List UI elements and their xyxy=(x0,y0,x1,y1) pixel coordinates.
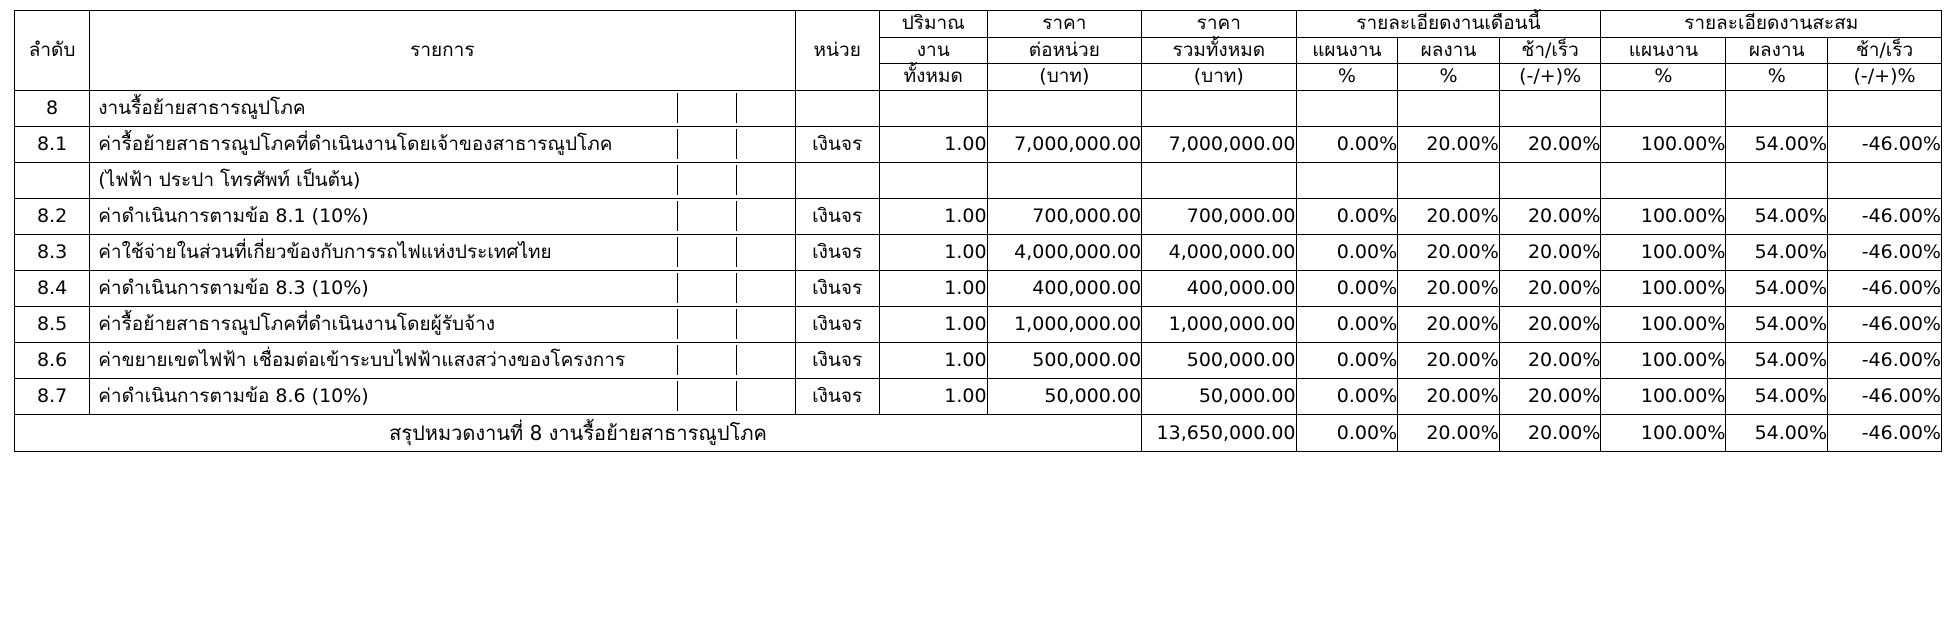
cell-seq: 8.3 xyxy=(15,234,90,270)
table-row xyxy=(15,342,1942,378)
header-cum-actual-line1: ผลงาน xyxy=(1726,37,1828,64)
cell-description-spacer-2 xyxy=(737,309,795,339)
cell-seq: 8 xyxy=(15,90,90,126)
cell-cum-plan xyxy=(1601,162,1726,198)
cell-description-text: ค่าใช้จ่ายในส่วนที่เกี่ยวข้องกับการรถไฟแห่งประเทศไทย xyxy=(90,237,677,267)
cell-qty: 1.00 xyxy=(879,306,987,342)
header-cum-plan-line1: แผนงาน xyxy=(1601,37,1726,64)
cell-total-price xyxy=(1142,162,1296,198)
cell-cum-actual: 54.00% xyxy=(1726,378,1828,414)
cell-unit: เงินจร xyxy=(795,378,879,414)
cell-seq: 8.1 xyxy=(15,126,90,162)
cell-unit-price: 500,000.00 xyxy=(987,342,1141,378)
cell-cum-diff: -46.00% xyxy=(1828,198,1942,234)
header-total-price-line2: รวมทั้งหมด xyxy=(1142,37,1296,64)
header-cum-actual-line2: % xyxy=(1726,64,1828,91)
cell-total-price xyxy=(1142,90,1296,126)
table-row xyxy=(15,234,1942,270)
cell-diff: 20.00% xyxy=(1499,270,1601,306)
cell-description-text: งานรื้อย้ายสาธารณูปโภค xyxy=(90,93,677,123)
cell-plan: 0.00% xyxy=(1296,270,1398,306)
cell-description-text: ค่าดำเนินการตามข้อ 8.3 (10%) xyxy=(90,273,677,303)
cell-qty: 1.00 xyxy=(879,126,987,162)
cell-actual: 20.00% xyxy=(1398,126,1500,162)
cell-description-spacer-2 xyxy=(737,165,795,195)
table-row xyxy=(15,90,1942,126)
cell-diff: 20.00% xyxy=(1499,126,1601,162)
cell-actual xyxy=(1398,90,1500,126)
header-actual-line2: % xyxy=(1398,64,1500,91)
cell-cum-actual: 54.00% xyxy=(1726,234,1828,270)
cell-actual: 20.00% xyxy=(1398,378,1500,414)
cell-unit-price: 700,000.00 xyxy=(987,198,1141,234)
cell-total-price: 700,000.00 xyxy=(1142,198,1296,234)
cell-description-spacer-1 xyxy=(678,129,737,159)
cell-description-spacer-1 xyxy=(678,309,737,339)
table-header-group-row xyxy=(15,11,1942,38)
cell-cum-diff xyxy=(1828,162,1942,198)
header-unit: หน่วย xyxy=(795,11,879,91)
table-row xyxy=(15,198,1942,234)
cell-cum-diff: -46.00% xyxy=(1828,342,1942,378)
header-seq: ลำดับ xyxy=(15,11,90,91)
header-unit-price-line3: (บาท) xyxy=(987,64,1141,91)
cell-description xyxy=(90,234,795,270)
header-diff-line2: (-/+)% xyxy=(1499,64,1601,91)
cell-description-spacer-2 xyxy=(737,237,795,267)
header-qty-line1: ปริมาณ xyxy=(879,11,987,38)
cell-description-spacer-2 xyxy=(737,129,795,159)
cell-cum-plan: 100.00% xyxy=(1601,126,1726,162)
cell-seq: 8.6 xyxy=(15,342,90,378)
cell-cum-actual: 54.00% xyxy=(1726,342,1828,378)
header-actual-line1: ผลงาน xyxy=(1398,37,1500,64)
cell-description-text: ค่าขยายเขตไฟฟ้า เชื่อมต่อเข้าระบบไฟฟ้าแสงสว่างของโครงการ xyxy=(90,345,677,375)
header-cum-diff-line1: ช้า/เร็ว xyxy=(1828,37,1942,64)
cell-unit xyxy=(795,90,879,126)
cell-cum-diff: -46.00% xyxy=(1828,378,1942,414)
cell-description-spacer-1 xyxy=(678,201,737,231)
cell-plan: 0.00% xyxy=(1296,378,1398,414)
cell-description-spacer-1 xyxy=(678,165,737,195)
table-row xyxy=(15,162,1942,198)
header-description: รายการ xyxy=(90,11,795,91)
header-group-month: รายละเอียดงานเดือนนี้ xyxy=(1296,11,1601,38)
summary-actual: 20.00% xyxy=(1398,414,1500,451)
cell-description-spacer-1 xyxy=(678,237,737,267)
header-unit-price-line1: ราคา xyxy=(987,11,1141,38)
cell-actual: 20.00% xyxy=(1398,234,1500,270)
cell-qty: 1.00 xyxy=(879,198,987,234)
summary-cum-plan: 100.00% xyxy=(1601,414,1726,451)
cell-total-price: 4,000,000.00 xyxy=(1142,234,1296,270)
cell-plan: 0.00% xyxy=(1296,126,1398,162)
table-row xyxy=(15,270,1942,306)
cell-unit-price: 400,000.00 xyxy=(987,270,1141,306)
cell-cum-actual: 54.00% xyxy=(1726,126,1828,162)
cell-qty: 1.00 xyxy=(879,342,987,378)
cell-cum-plan: 100.00% xyxy=(1601,198,1726,234)
cell-diff xyxy=(1499,162,1601,198)
cell-cum-diff xyxy=(1828,90,1942,126)
cell-unit: เงินจร xyxy=(795,342,879,378)
summary-total-price: 13,650,000.00 xyxy=(1142,414,1296,451)
cell-cum-plan: 100.00% xyxy=(1601,342,1726,378)
cell-unit-price: 7,000,000.00 xyxy=(987,126,1141,162)
cell-seq: 8.5 xyxy=(15,306,90,342)
cell-cum-diff: -46.00% xyxy=(1828,126,1942,162)
table-row xyxy=(15,306,1942,342)
summary-row xyxy=(15,414,1942,451)
cell-description-text: ค่ารื้อย้ายสาธารณูปโภคที่ดำเนินงานโดยเจ้าของสาธารณูปโภค xyxy=(90,129,677,159)
boq-table xyxy=(14,10,1942,452)
header-unit-price-line2: ต่อหน่วย xyxy=(987,37,1141,64)
cell-unit-price: 50,000.00 xyxy=(987,378,1141,414)
header-plan-line1: แผนงาน xyxy=(1296,37,1398,64)
cell-description xyxy=(90,378,795,414)
cell-actual: 20.00% xyxy=(1398,198,1500,234)
cell-description-spacer-1 xyxy=(678,381,737,411)
cell-cum-actual xyxy=(1726,162,1828,198)
cell-qty: 1.00 xyxy=(879,378,987,414)
cell-seq: 8.4 xyxy=(15,270,90,306)
summary-plan: 0.00% xyxy=(1296,414,1398,451)
cell-description xyxy=(90,90,795,126)
cell-qty: 1.00 xyxy=(879,270,987,306)
table-row xyxy=(15,378,1942,414)
cell-unit xyxy=(795,162,879,198)
cell-cum-diff: -46.00% xyxy=(1828,234,1942,270)
table-row xyxy=(15,126,1942,162)
cell-description-spacer-1 xyxy=(678,345,737,375)
cell-total-price: 50,000.00 xyxy=(1142,378,1296,414)
cell-diff: 20.00% xyxy=(1499,306,1601,342)
cell-unit-price: 4,000,000.00 xyxy=(987,234,1141,270)
cell-diff: 20.00% xyxy=(1499,378,1601,414)
cell-total-price: 400,000.00 xyxy=(1142,270,1296,306)
cell-diff: 20.00% xyxy=(1499,342,1601,378)
summary-cum-actual: 54.00% xyxy=(1726,414,1828,451)
boq-sheet xyxy=(14,10,1942,452)
summary-label: สรุปหมวดงานที่ 8 งานรื้อย้ายสาธารณูปโภค xyxy=(15,414,1142,451)
cell-plan: 0.00% xyxy=(1296,342,1398,378)
cell-seq: 8.7 xyxy=(15,378,90,414)
cell-cum-diff: -46.00% xyxy=(1828,270,1942,306)
cell-cum-actual: 54.00% xyxy=(1726,270,1828,306)
cell-unit-price xyxy=(987,162,1141,198)
cell-actual: 20.00% xyxy=(1398,270,1500,306)
cell-total-price: 500,000.00 xyxy=(1142,342,1296,378)
cell-description-spacer-2 xyxy=(737,201,795,231)
cell-qty xyxy=(879,162,987,198)
cell-description xyxy=(90,126,795,162)
cell-description xyxy=(90,270,795,306)
cell-cum-actual: 54.00% xyxy=(1726,306,1828,342)
cell-description xyxy=(90,198,795,234)
cell-plan xyxy=(1296,90,1398,126)
cell-unit: เงินจร xyxy=(795,126,879,162)
header-cum-diff-line2: (-/+)% xyxy=(1828,64,1942,91)
header-qty-line2: งาน xyxy=(879,37,987,64)
cell-seq xyxy=(15,162,90,198)
cell-description-text: (ไฟฟ้า ประปา โทรศัพท์ เป็นต้น) xyxy=(90,165,677,195)
cell-diff: 20.00% xyxy=(1499,198,1601,234)
cell-description-spacer-2 xyxy=(737,93,795,123)
header-group-cumulative: รายละเอียดงานสะสม xyxy=(1601,11,1942,38)
cell-qty: 1.00 xyxy=(879,234,987,270)
cell-cum-plan xyxy=(1601,90,1726,126)
cell-actual xyxy=(1398,162,1500,198)
cell-description-spacer-2 xyxy=(737,345,795,375)
cell-plan: 0.00% xyxy=(1296,306,1398,342)
cell-cum-diff: -46.00% xyxy=(1828,306,1942,342)
cell-plan: 0.00% xyxy=(1296,234,1398,270)
cell-plan xyxy=(1296,162,1398,198)
cell-actual: 20.00% xyxy=(1398,342,1500,378)
header-total-price-line1: ราคา xyxy=(1142,11,1296,38)
cell-unit-price: 1,000,000.00 xyxy=(987,306,1141,342)
cell-unit: เงินจร xyxy=(795,234,879,270)
cell-total-price: 1,000,000.00 xyxy=(1142,306,1296,342)
cell-unit-price xyxy=(987,90,1141,126)
cell-seq: 8.2 xyxy=(15,198,90,234)
cell-diff xyxy=(1499,90,1601,126)
header-cum-plan-line2: % xyxy=(1601,64,1726,91)
cell-cum-actual: 54.00% xyxy=(1726,198,1828,234)
cell-description-spacer-2 xyxy=(737,273,795,303)
header-qty-line3: ทั้งหมด xyxy=(879,64,987,91)
cell-cum-plan: 100.00% xyxy=(1601,270,1726,306)
cell-unit: เงินจร xyxy=(795,270,879,306)
cell-description-text: ค่าดำเนินการตามข้อ 8.1 (10%) xyxy=(90,201,677,231)
cell-actual: 20.00% xyxy=(1398,306,1500,342)
cell-description xyxy=(90,342,795,378)
cell-cum-plan: 100.00% xyxy=(1601,378,1726,414)
summary-diff: 20.00% xyxy=(1499,414,1601,451)
cell-total-price: 7,000,000.00 xyxy=(1142,126,1296,162)
cell-plan: 0.00% xyxy=(1296,198,1398,234)
cell-qty xyxy=(879,90,987,126)
header-diff-line1: ช้า/เร็ว xyxy=(1499,37,1601,64)
header-total-price-line3: (บาท) xyxy=(1142,64,1296,91)
cell-description-spacer-2 xyxy=(737,381,795,411)
summary-cum-diff: -46.00% xyxy=(1828,414,1942,451)
cell-description-text: ค่ารื้อย้ายสาธารณูปโภคที่ดำเนินงานโดยผู้รับจ้าง xyxy=(90,309,677,339)
header-plan-line2: % xyxy=(1296,64,1398,91)
cell-unit: เงินจร xyxy=(795,198,879,234)
cell-description-spacer-1 xyxy=(678,93,737,123)
cell-cum-plan: 100.00% xyxy=(1601,306,1726,342)
cell-diff: 20.00% xyxy=(1499,234,1601,270)
cell-cum-plan: 100.00% xyxy=(1601,234,1726,270)
cell-description xyxy=(90,162,795,198)
cell-description-spacer-1 xyxy=(678,273,737,303)
cell-unit: เงินจร xyxy=(795,306,879,342)
cell-description-text: ค่าดำเนินการตามข้อ 8.6 (10%) xyxy=(90,381,677,411)
cell-cum-actual xyxy=(1726,90,1828,126)
cell-description xyxy=(90,306,795,342)
